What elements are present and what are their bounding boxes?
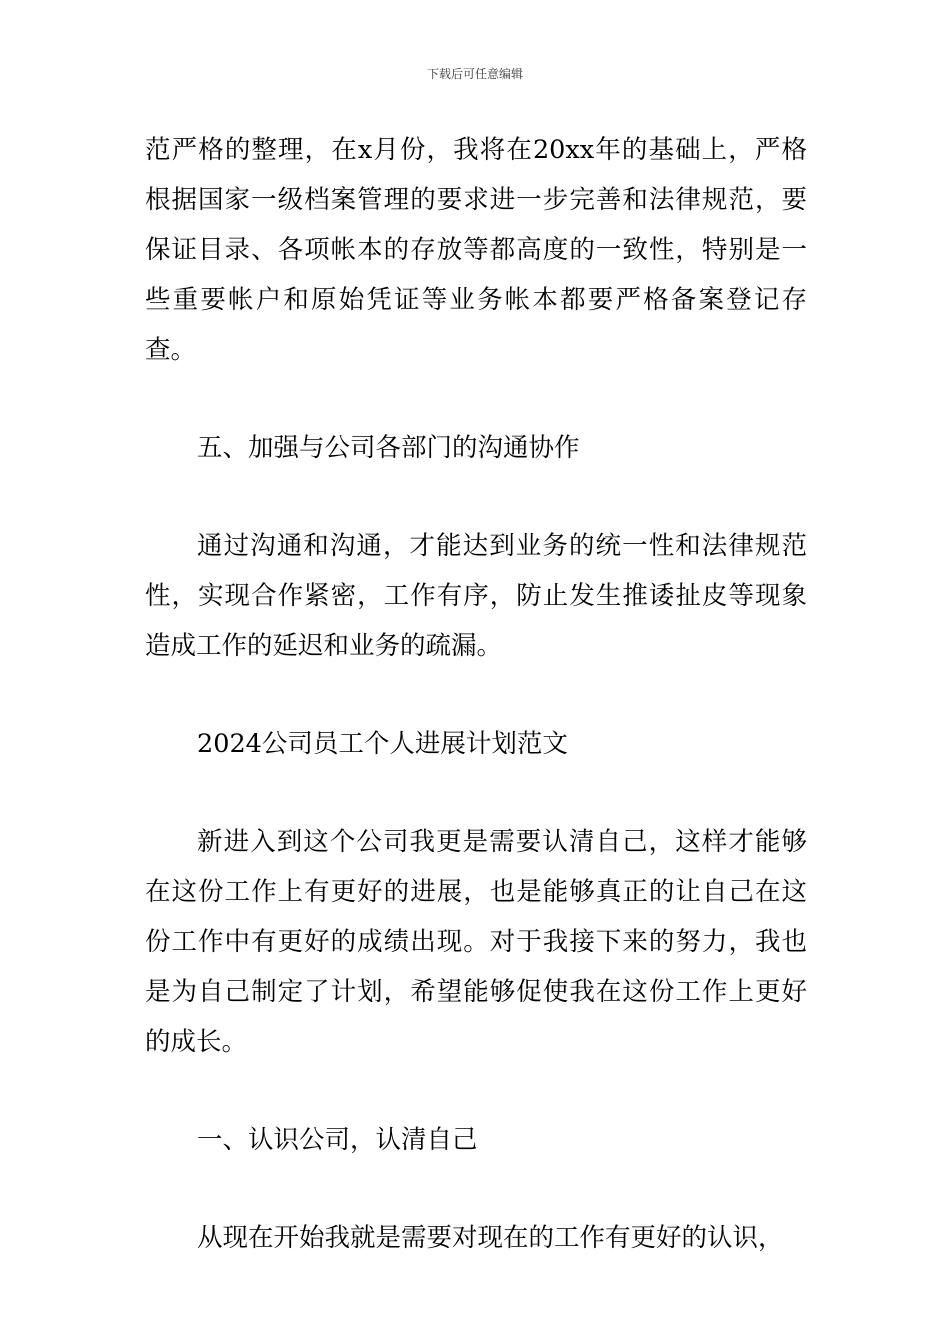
paragraph-introduction: 新进入到这个公司我更是需要认清自己，这样才能够在这份工作上有更好的进展，也是能够真正的让自己在这份工作中有更好的成绩出现。对于我接下来的努力，我也是为自己制定了计划，希望能够促使我在这份工作上更好的成长。 [145, 827, 807, 1057]
paragraph-gap [145, 473, 807, 521]
paragraph-know-company: 从现在开始我就是需要对现在的工作有更好的认识， [197, 1223, 784, 1253]
paragraph-gap [145, 769, 807, 817]
document-title: 2024公司员工个人进展计划范文 [197, 729, 568, 759]
paragraph-gap [145, 375, 807, 423]
paragraph-gap [145, 1067, 807, 1115]
section-heading-communication: 五、加强与公司各部门的沟通协作 [197, 433, 580, 463]
paragraph-gap [145, 1165, 807, 1213]
page-header: 下载后可任意编辑 [426, 67, 523, 81]
paragraph-gap [145, 671, 807, 719]
paragraph-archive-management: 范严格的整理，在x月份，我将在20xx年的基础上，严格根据国家一级档案管理的要求进一步完善和法律规范，要保证目录、各项帐本的存放等都高度的一致性，特别是一些重要帐户和原始凭证等业务帐本都要严格备案登记存查。 [145, 135, 807, 365]
paragraph-communication: 通过沟通和沟通，才能达到业务的统一性和法律规范性，实现合作紧密，工作有序，防止发生推诿扯皮等现象造成工作的延迟和业务的疏漏。 [145, 531, 807, 661]
document-body [145, 125, 807, 1263]
section-heading-know-company: 一、认识公司，认清自己 [197, 1125, 478, 1155]
